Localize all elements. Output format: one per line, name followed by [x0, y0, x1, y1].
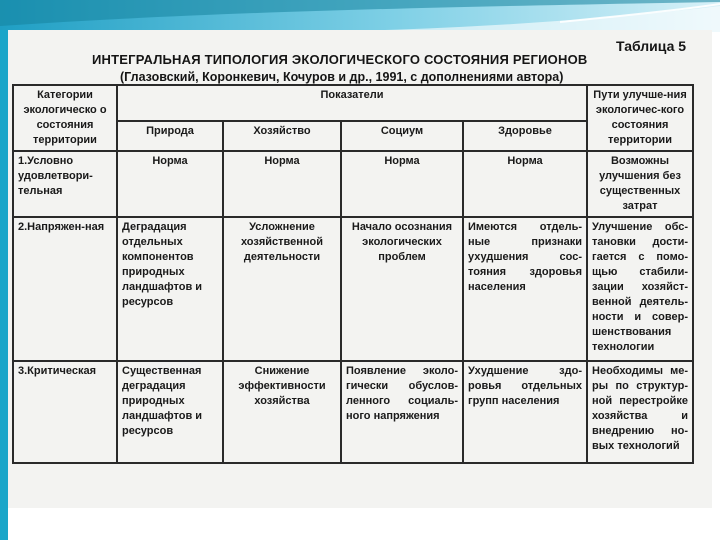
header-paths: Пути улучше-ния экологичес-кого состояния территории [587, 85, 693, 151]
table-row [13, 361, 693, 463]
cell-health: Ухудшение здо-ровья отдельных групп населения [463, 361, 587, 463]
cell-paths: Необходимы ме-ры по структур-ной перестройке хозяйства и внедрению но-вых технологий [587, 361, 693, 463]
cell-economy: Снижение эффективности хозяйства [223, 361, 341, 463]
cell-society: Появление эколо-гически обуслов-ленного социаль-ного напряжения [341, 361, 463, 463]
cell-nature: Норма [117, 151, 223, 217]
row-category: 2.Напряжен-ная [13, 217, 117, 361]
row-category: 1.Условно удовлетвори-тельная [13, 151, 117, 217]
table-row [13, 151, 693, 217]
cell-economy: Усложнение хозяйственной деятельности [223, 217, 341, 361]
cell-economy: Норма [223, 151, 341, 217]
header-economy: Хозяйство [223, 121, 341, 151]
header-category: Категории экологическо о состояния территории [13, 85, 117, 151]
table-row [13, 217, 693, 361]
left-accent-bar [0, 30, 8, 540]
cell-society: Норма [341, 151, 463, 217]
typology-table [12, 84, 694, 464]
cell-health: Имеются отдель-ные признаки ухудшения сос-тояния здоровья населения [463, 217, 587, 361]
cell-paths: Возможны улучшения без существенных затрат [587, 151, 693, 217]
row-category: 3.Критическая [13, 361, 117, 463]
cell-health: Норма [463, 151, 587, 217]
cell-nature: Деградация отдельных компонентов природных ландшафтов и ресурсов [117, 217, 223, 361]
table-number: Таблица 5 [616, 38, 687, 54]
cell-nature: Существенная деградация природных ландшафтов и ресурсов [117, 361, 223, 463]
header-nature: Природа [117, 121, 223, 151]
header-indicators: Показатели [117, 85, 587, 121]
document-title: ИНТЕГРАЛЬНАЯ ТИПОЛОГИЯ ЭКОЛОГИЧЕСКОГО СОСТОЯНИЯ РЕГИОНОВ [92, 52, 588, 67]
header-society: Социум [341, 121, 463, 151]
cell-paths: Улучшение обс-тановки дости-гается с помо-щью стабили-зации хозяйст-венной деятель-ности и совер-шенствования технологии [587, 217, 693, 361]
cell-society: Начало осознания экологических проблем [341, 217, 463, 361]
header-health: Здоровье [463, 121, 587, 151]
document-subtitle: (Глазовский, Коронкевич, Кочуров и др., 1991, с дополнениями автора) [120, 70, 564, 84]
